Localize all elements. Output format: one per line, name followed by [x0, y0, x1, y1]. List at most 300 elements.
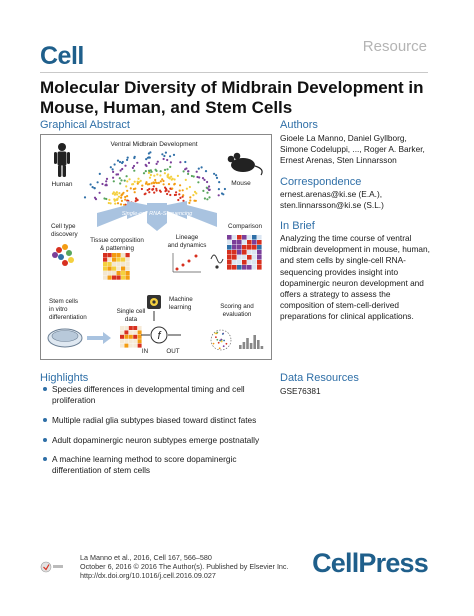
arc-cell-dot [154, 181, 156, 183]
tissue-heatmap-cell [112, 276, 116, 280]
arc-cell-dot [114, 200, 116, 202]
arc-cell-dot [148, 172, 150, 174]
citation-line: La Manno et al., 2016, Cell 167, 566–580 [80, 553, 212, 562]
arc-cell-dot [183, 170, 185, 172]
ga-label-celltype-2: discovery [51, 231, 78, 238]
arc-cell-dot [206, 181, 208, 183]
arc-cell-dot [137, 178, 139, 180]
arc-cell-dot [157, 161, 159, 163]
arc-cell-dot [172, 178, 174, 180]
arc-cell-dot [114, 203, 116, 205]
in-brief-line: composition of stem-cell-derived [280, 300, 399, 311]
arc-cell-dot [166, 159, 168, 161]
arc-cell-dot [151, 188, 153, 190]
tissue-heatmap-cell [117, 267, 121, 271]
tissue-heatmap-cell [126, 253, 130, 257]
in-brief-line: preparations for clinical applications. [280, 311, 414, 322]
arc-cell-dot [184, 161, 186, 163]
single-cell-data-icon [120, 326, 142, 348]
arc-cell-dot [118, 196, 120, 198]
arc-cell-dot [124, 196, 126, 198]
arc-cell-dot [148, 170, 150, 172]
single-cell-data-cell [124, 339, 128, 343]
arc-cell-dot [175, 191, 177, 193]
arc-cell-dot [179, 161, 181, 163]
arc-cell-dot [125, 185, 127, 187]
comparison-heatmap-cell [232, 250, 237, 255]
arc-cell-dot [174, 178, 176, 180]
arc-cell-dot [171, 188, 173, 190]
comparison-heatmap-cell [247, 245, 252, 250]
comparison-heatmap-cell [247, 235, 252, 240]
arc-cell-dot [196, 171, 198, 173]
arc-cell-dot [166, 168, 168, 170]
arc-cell-dot [153, 185, 155, 187]
ga-label-stem-3: differentiation [49, 314, 87, 321]
scoring-dot [218, 342, 220, 344]
arc-cell-dot [112, 193, 114, 195]
arc-cell-dot [179, 184, 181, 186]
arc-cell-dot [132, 183, 134, 185]
scoring-bar [261, 346, 264, 349]
single-cell-data-cell [129, 326, 133, 330]
arc-cell-dot [99, 192, 101, 194]
arc-cell-dot [120, 179, 122, 181]
scoring-dot [214, 333, 216, 335]
arc-cell-dot [192, 194, 194, 196]
comparison-heatmap-cell [227, 260, 232, 265]
arc-cell-dot [160, 180, 162, 182]
comparison-heatmap-cell [242, 260, 247, 265]
ga-label-top: Ventral Midbrain Development [110, 141, 198, 148]
arc-cell-dot [153, 192, 155, 194]
tissue-heatmap-cell [121, 276, 125, 280]
arc-cell-dot [156, 163, 158, 165]
arc-cell-dot [218, 194, 220, 196]
arc-cell-dot [90, 183, 92, 185]
arc-cell-dot [185, 179, 187, 181]
tissue-heatmap-cell [103, 253, 107, 257]
arc-cell-dot [120, 169, 122, 171]
scoring-dot [219, 340, 221, 342]
email-link-linnarsson[interactable]: sten.linnarsson@ki.se (S.L.) [280, 200, 384, 211]
graphical-abstract-figure [40, 134, 272, 360]
header-divider [40, 72, 428, 73]
highlight-text: A machine learning method to score dopaminergic [52, 454, 237, 464]
arc-cell-dot [147, 157, 149, 159]
comparison-heatmap-cell [237, 250, 242, 255]
arc-cell-dot [143, 172, 145, 174]
arc-cell-dot [133, 188, 135, 190]
tissue-heatmap-cell [112, 262, 116, 266]
tissue-heatmap-cell [117, 253, 121, 257]
graphical-abstract-heading: Graphical Abstract [40, 119, 130, 131]
highlight-text: differentiation of stem cells [52, 465, 151, 475]
authors-line: Ernest Arenas, Sten Linnarsson [280, 155, 397, 166]
arc-cell-dot [133, 157, 135, 159]
arc-cell-dot [194, 191, 196, 193]
ga-label-single-2: data [124, 316, 138, 323]
comparison-heatmap-cell [227, 240, 232, 245]
arc-cell-dot [189, 196, 191, 198]
comparison-heatmap-cell [242, 235, 247, 240]
scoring-dot [223, 340, 225, 342]
scoring-bar [243, 342, 246, 349]
comparison-heatmap-cell [252, 265, 257, 270]
tissue-heatmap-cell [108, 267, 112, 271]
arc-cell-dot [133, 170, 135, 172]
tissue-heatmap-cell [126, 258, 130, 262]
arc-cell-dot [122, 161, 124, 163]
arc-cell-dot [184, 168, 186, 170]
comparison-heatmap-cell [242, 240, 247, 245]
arc-cell-dot [121, 193, 123, 195]
arc-cell-dot [165, 152, 167, 154]
scoring-evaluation-icon [211, 330, 263, 350]
comparison-heatmap-cell [252, 235, 257, 240]
machine-learning-gear-icon [147, 295, 161, 309]
ga-label-out: OUT [166, 348, 180, 355]
data-resources-accession [280, 386, 321, 397]
arc-cell-dot [202, 190, 204, 192]
comparison-heatmap-icon [227, 235, 262, 270]
scoring-dot [222, 333, 224, 335]
comparison-heatmap-cell [237, 235, 242, 240]
single-cell-data-cell [124, 344, 128, 348]
accession-link[interactable]: GSE76381 [280, 386, 321, 396]
comparison-heatmap-cell [242, 255, 247, 260]
in-brief-heading: In Brief [280, 220, 315, 232]
arc-cell-dot [148, 183, 150, 185]
arc-cell-dot [119, 161, 121, 163]
ga-label-stem-1: Stem cells [49, 298, 79, 305]
arc-cell-dot [149, 151, 151, 153]
tissue-heatmap-cell [103, 258, 107, 262]
single-cell-data-cell [138, 326, 142, 330]
arc-cell-dot [134, 191, 136, 193]
arc-cell-dot [145, 164, 147, 166]
stem-arrow-shape [87, 332, 111, 344]
scoring-dot [216, 339, 218, 341]
arc-cell-dot [165, 188, 167, 190]
tissue-heatmap-cell [108, 271, 112, 275]
comparison-heatmap-cell [247, 250, 252, 255]
arc-cell-dot [105, 180, 107, 182]
arc-cell-dot [150, 174, 152, 176]
single-cell-data-cell [129, 339, 133, 343]
comparison-heatmap-cell [227, 255, 232, 260]
comparison-heatmap-cell [232, 255, 237, 260]
in-brief-line: dopaminergic neuron development and [280, 277, 424, 288]
tissue-heatmap-cell [121, 271, 125, 275]
single-cell-data-cell [129, 344, 133, 348]
arc-cell-dot [112, 171, 114, 173]
correspondence-emails [280, 189, 384, 211]
comparison-heatmap-cell [257, 265, 262, 270]
scoring-bar [253, 335, 256, 349]
bullet-dot-icon [43, 387, 47, 391]
single-cell-data-cell [133, 330, 137, 334]
email-link-arenas[interactable]: ernest.arenas@ki.se (E.A.), [280, 189, 383, 199]
tissue-heatmap-cell [126, 276, 130, 280]
lineage-plot-icon [173, 253, 223, 272]
comparison-heatmap-cell [257, 255, 262, 260]
in-brief-line: and stem cells by single-cell RNA- [280, 255, 406, 266]
ga-label-scoring-1: Scoring and [220, 303, 254, 310]
tissue-heatmap-cell [112, 253, 116, 257]
arc-cell-dot [126, 159, 128, 161]
arc-cell-dot [148, 162, 150, 164]
arc-cell-dot [126, 195, 128, 197]
arc-cell-dot [177, 175, 179, 177]
arc-cell-dot [160, 170, 162, 172]
authors-line: Simone Codeluppi, ..., Roger A. Barker, [280, 144, 425, 155]
comparison-heatmap-cell [252, 250, 257, 255]
single-cell-data-cell [120, 344, 124, 348]
tissue-heatmap-cell [103, 276, 107, 280]
comparison-heatmap-cell [247, 255, 252, 260]
single-cell-data-cell [133, 339, 137, 343]
single-cell-data-cell [133, 335, 137, 339]
arc-cell-dot [141, 185, 143, 187]
arc-cell-dot [129, 178, 131, 180]
bullet-dot-icon [43, 457, 47, 461]
arc-cell-dot [163, 158, 165, 160]
arc-cell-dot [121, 200, 123, 202]
arc-cell-dot [166, 193, 168, 195]
comparison-heatmap-cell [227, 235, 232, 240]
arc-cell-dot [189, 186, 191, 188]
arc-cell-dot [179, 197, 181, 199]
arc-cell-dot [93, 187, 95, 189]
arc-cell-dot [97, 181, 99, 183]
arc-cell-dot [208, 185, 210, 187]
arc-cell-dot [158, 182, 160, 184]
arc-cell-dot [206, 192, 208, 194]
arc-cell-dot [177, 199, 179, 201]
data-resources-heading: Data Resources [280, 372, 359, 384]
comparison-heatmap-cell [227, 245, 232, 250]
single-cell-data-cell [129, 335, 133, 339]
arc-cell-dot [112, 177, 114, 179]
arc-cell-dot [136, 162, 138, 164]
scoring-bar [246, 338, 249, 349]
tissue-heatmap-cell [121, 267, 125, 271]
arc-cell-dot [147, 189, 149, 191]
single-cell-data-cell [124, 326, 128, 330]
comparison-heatmap-cell [227, 250, 232, 255]
scoring-dot [213, 343, 215, 345]
single-cell-data-cell [120, 330, 124, 334]
scoring-dot [223, 345, 225, 347]
arc-cell-dot [133, 165, 135, 167]
arc-cell-dot [130, 187, 132, 189]
ga-label-scoring-2: evaluation [222, 311, 252, 318]
arc-cell-dot [134, 181, 136, 183]
arc-cell-dot [116, 199, 118, 201]
arc-cell-dot [213, 173, 215, 175]
scoring-bar [250, 343, 253, 349]
comparison-heatmap-cell [237, 260, 242, 265]
arc-cell-dot [118, 192, 120, 194]
arc-cell-dot [145, 183, 147, 185]
comparison-heatmap-cell [247, 265, 252, 270]
arc-cell-dot [222, 193, 224, 195]
ga-label-lineage-1: Lineage [175, 234, 199, 241]
arc-cell-dot [169, 194, 171, 196]
arc-cell-dot [112, 168, 114, 170]
arc-cell-dot [186, 188, 188, 190]
authors-heading: Authors [280, 119, 318, 131]
arc-cell-dot [178, 193, 180, 195]
crossmark-icon[interactable] [40, 558, 64, 576]
ga-label-rnaseq: Single-cell RNA-Sequencing [121, 211, 193, 217]
arc-cell-dot [206, 198, 208, 200]
ga-label-ml-1: Machine [169, 296, 193, 303]
ga-label-single-1: Single cell [116, 308, 146, 315]
comparison-heatmap-cell [237, 255, 242, 260]
arc-cell-dot [170, 176, 172, 178]
arc-cell-dot [215, 174, 217, 176]
arc-cell-dot [169, 166, 171, 168]
tissue-heatmap-cell [126, 271, 130, 275]
ga-label-tissue-1: Tissue composition [90, 237, 144, 244]
arc-cell-dot [218, 181, 220, 183]
single-cell-data-cell [124, 335, 128, 339]
arc-cell-dot [117, 160, 119, 162]
tissue-heatmap-cell [103, 262, 107, 266]
cell-type-cluster-icon [52, 244, 74, 266]
arc-cell-dot [149, 157, 151, 159]
tissue-heatmap-cell [117, 271, 121, 275]
comparison-heatmap-cell [247, 260, 252, 265]
citation-block [80, 553, 289, 580]
tissue-heatmap-cell [112, 258, 116, 262]
scoring-dot [221, 341, 223, 343]
scoring-dot [219, 347, 221, 349]
arc-cell-dot [137, 183, 139, 185]
single-cell-data-cell [133, 326, 137, 330]
single-cell-data-cell [138, 330, 142, 334]
arc-cell-dot [168, 183, 170, 185]
tissue-heatmap-cell [108, 253, 112, 257]
in-brief-line: offers a strategy to assess the [280, 289, 391, 300]
bullet-dot-icon [43, 418, 47, 422]
comparison-heatmap-cell [242, 265, 247, 270]
tissue-heatmap-cell [108, 276, 112, 280]
arc-cell-dot [136, 199, 138, 201]
arc-cell-dot [189, 199, 191, 201]
single-cell-data-cell [120, 339, 124, 343]
arc-cell-dot [205, 170, 207, 172]
tissue-heatmap-cell [121, 253, 125, 257]
arc-cell-dot [206, 187, 208, 189]
arc-cell-dot [113, 180, 115, 182]
arc-cell-dot [159, 190, 161, 192]
ga-label-lineage-2: and dynamics [167, 242, 207, 249]
midbrain-cell-arc [84, 151, 226, 208]
arc-cell-dot [174, 183, 176, 185]
tissue-heatmap-cell [108, 258, 112, 262]
comparison-heatmap-cell [232, 265, 237, 270]
tissue-heatmap-cell [126, 267, 130, 271]
arc-cell-dot [196, 176, 198, 178]
arc-cell-dot [156, 173, 158, 175]
arc-cell-dot [145, 170, 147, 172]
tissue-heatmap-icon [103, 253, 130, 280]
arc-cell-dot [120, 203, 122, 205]
tissue-heatmap-cell [108, 262, 112, 266]
ga-label-mouse: Mouse [231, 180, 251, 187]
human-silhouette-icon [54, 143, 70, 177]
highlight-text: proliferation [52, 395, 96, 405]
in-brief-text [280, 233, 430, 323]
arc-cell-dot [163, 155, 165, 157]
highlight-text: Multiple radial glia subtypes biased toward distinct fates [52, 415, 257, 425]
arc-cell-dot [182, 189, 184, 191]
arc-cell-dot [127, 157, 129, 159]
comparison-heatmap-cell [242, 245, 247, 250]
arc-cell-dot [202, 177, 204, 179]
tissue-heatmap-cell [112, 267, 116, 271]
arc-cell-dot [106, 184, 108, 186]
ga-label-in: IN [141, 348, 149, 355]
arc-cell-dot [167, 173, 169, 175]
arc-cell-dot [141, 188, 143, 190]
mouse-silhouette-icon [228, 153, 262, 175]
highlight-text: Adult dopaminergic neuron subtypes emerge postnatally [52, 435, 260, 445]
arc-cell-dot [187, 170, 189, 172]
comparison-heatmap-cell [232, 235, 237, 240]
arc-cell-dot [124, 199, 126, 201]
tissue-heatmap-cell [121, 258, 125, 262]
arc-cell-dot [179, 190, 181, 192]
arc-cell-dot [126, 175, 128, 177]
arc-cell-dot [175, 194, 177, 196]
comparison-heatmap-cell [257, 250, 262, 255]
citation-line: October 6, 2016 © 2016 The Author(s). Published by Elsevier Inc. [80, 562, 289, 571]
arc-cell-dot [110, 166, 112, 168]
single-cell-data-cell [120, 335, 124, 339]
petri-dish-icon [48, 329, 82, 347]
ga-label-stem-2: in vitro [49, 306, 68, 313]
ga-label-f: f [157, 330, 161, 342]
arc-cell-dot [151, 171, 153, 173]
correspondence-heading: Correspondence [280, 176, 362, 188]
arc-cell-dot [124, 165, 126, 167]
arc-cell-dot [119, 177, 121, 179]
tissue-heatmap-cell [121, 262, 125, 266]
in-brief-line: sequencing provides insight into [280, 266, 399, 277]
scoring-dot [226, 343, 228, 345]
arc-cell-dot [191, 175, 193, 177]
tissue-heatmap-cell [117, 262, 121, 266]
arc-cell-dot [164, 172, 166, 174]
arc-cell-dot [152, 181, 154, 183]
doi-link[interactable]: http://dx.doi.org/10.1016/j.cell.2016.09.027 [80, 571, 216, 580]
journal-logo: Cell [40, 42, 84, 70]
arc-cell-dot [218, 188, 220, 190]
arc-cell-dot [154, 179, 156, 181]
comparison-heatmap-cell [257, 235, 262, 240]
tissue-heatmap-cell [103, 271, 107, 275]
scoring-dot [215, 336, 217, 338]
arc-cell-dot [197, 181, 199, 183]
arc-cell-dot [84, 196, 86, 198]
arrow-down-shape [147, 203, 167, 231]
scoring-bar [239, 345, 242, 349]
arc-cell-dot [159, 174, 161, 176]
